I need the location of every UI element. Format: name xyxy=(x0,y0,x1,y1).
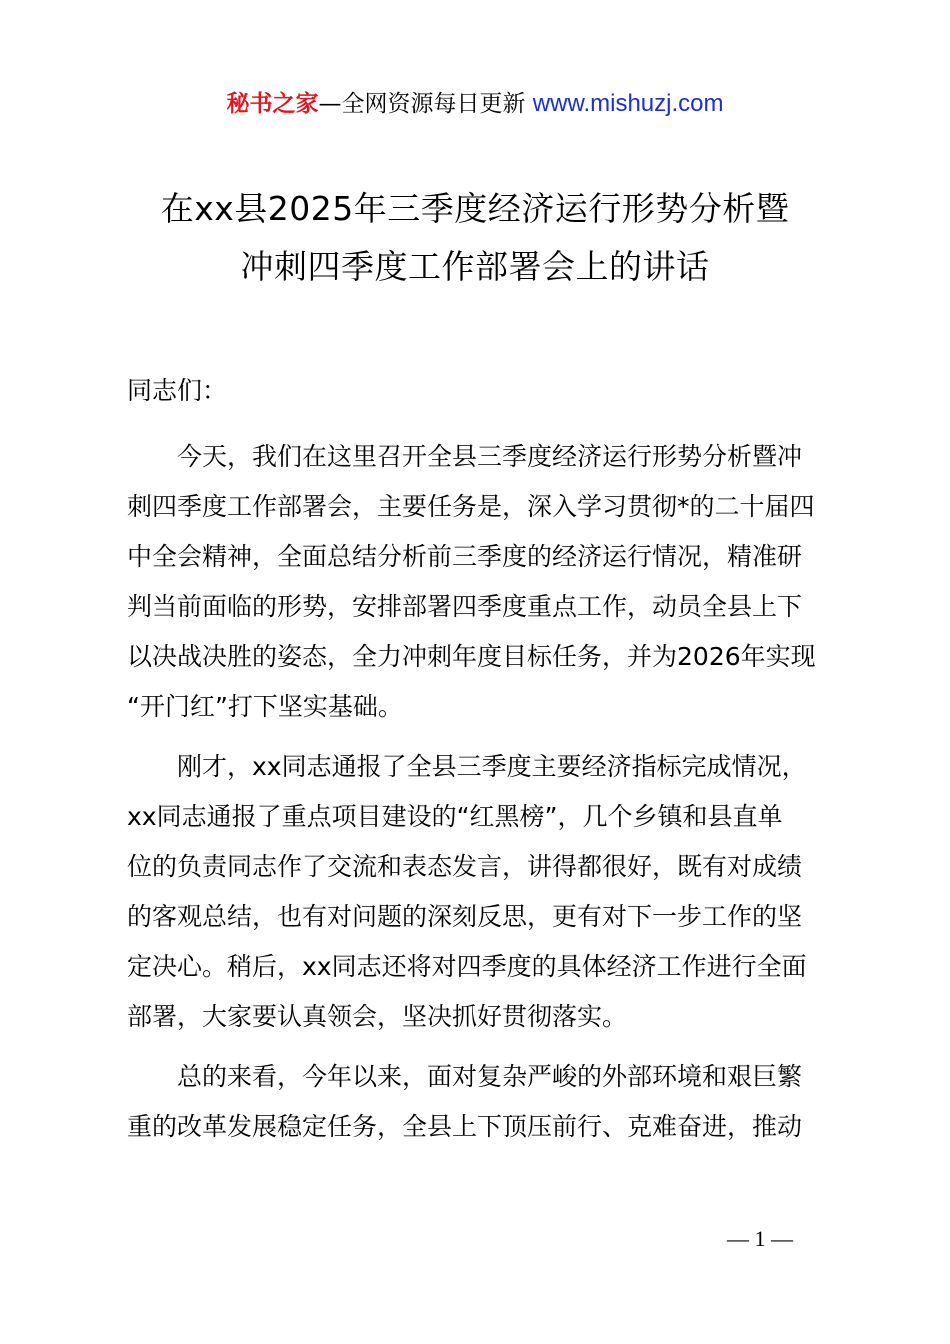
paragraph-1 xyxy=(127,432,833,732)
paragraph-line: 重的改革发展稳定任务，全县上下顶压前行、克难奋进，推动 xyxy=(127,1112,803,1141)
page-number: — 1 — xyxy=(727,1226,793,1251)
paragraph-line: 定决心。稍后，xx同志还将对四季度的具体经济工作进行全面 xyxy=(127,952,807,981)
brand-name: 秘书之家 xyxy=(226,91,319,117)
paragraph-3 xyxy=(127,1052,833,1152)
site-url-link[interactable]: www.mishuzj.com xyxy=(532,90,724,117)
paragraph-line: 刺四季度工作部署会，主要任务是，深入学习贯彻*的二十届四 xyxy=(127,492,815,521)
paragraph-line: xx同志通报了重点项目建设的“红黑榜”，几个乡镇和县直单 xyxy=(127,802,783,831)
paragraph-line: 部署，大家要认真领会，坚决抓好贯彻落实。 xyxy=(127,1002,628,1031)
paragraph-line: 判当前面临的形势，安排部署四季度重点工作，动员全县上下 xyxy=(127,592,803,621)
paragraph-line: “开门红”打下坚实基础。 xyxy=(127,692,403,721)
paragraph-line: 的客观总结，也有对问题的深刻反思，更有对下一步工作的坚 xyxy=(127,902,803,931)
paragraph-line: 位的负责同志作了交流和表态发言，讲得都很好，既有对成绩 xyxy=(127,852,803,881)
banner-tagline: —全网资源每日更新 xyxy=(318,91,533,117)
paragraph-2 xyxy=(127,742,833,1042)
paragraph-line: 总的来看，今年以来，面对复杂严峻的外部环境和艰巨繁 xyxy=(177,1062,803,1091)
paragraph-line: 刚才，xx同志通报了全县三季度主要经济指标完成情况， xyxy=(177,752,807,781)
paragraph-line: 以决战决胜的姿态，全力冲刺年度目标任务，并为2026年实现 xyxy=(127,642,816,671)
paragraph-line: 中全会精神，全面总结分析前三季度的经济运行情况，精准研 xyxy=(127,542,803,571)
title-line-1: 在xx县2025年三季度经济运行形势分析暨 xyxy=(160,189,790,228)
paragraph-line: 今天，我们在这里召开全县三季度经济运行形势分析暨冲 xyxy=(177,442,803,471)
site-banner xyxy=(0,88,950,120)
document-title xyxy=(60,180,890,296)
salutation: 同志们： xyxy=(127,376,228,405)
title-line-2: 冲刺四季度工作部署会上的讲话 xyxy=(240,247,710,286)
